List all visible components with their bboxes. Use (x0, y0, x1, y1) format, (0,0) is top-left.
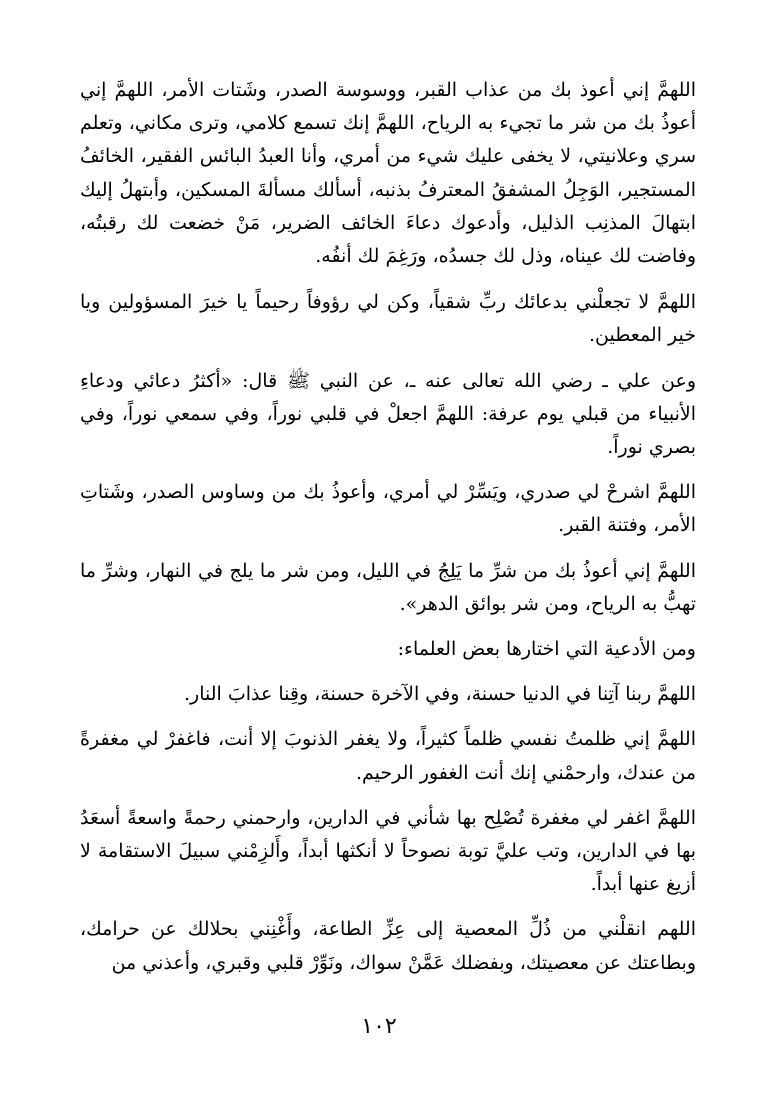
paragraph-prayer-grave: اللهمَّ إني أعوذ بك من عذاب القبر، ووسوسة الصدر، وشَتات الأمر، اللهمَّ إني أعوذُ بك من شر ما تجيء به الرياح، اللهمَّ إنك تسمع كلامي، وترى مكاني، وتعلم سري وعلانيتي، لا يخفى عليك شيء من أمري، وأنا العبدُ البائس الفقير، الخائفُ المستجير، الوَجِلُ المشفقُ المعترفُ بذنبه، أسألك مسألةَ المسكين، وأبتهلُ إليك ابتهالَ المذنِب الذليل، وأدعوك دعاءَ الخائف الضرير، مَنْ خضعت لك رقبتُه، وفاضت لك عيناه، وذل لك جسدُه، ورَغِمَ لك أنفُه. (80, 79, 696, 268)
paragraph-scholars-intro: ومن الأدعية التي اختارها بعض العلماء: (397, 638, 696, 661)
paragraph-prayer-night: اللهمَّ إني أعوذُ بك من شرِّ ما يَلِجُ في الليل، ومن شر ما يلج في النهار، وشرِّ ما تهبُّ به الرياح، ومن شر بوائق الدهر». (80, 559, 696, 615)
paragraph-prayer-obedience: اللهم انقلْني من ذُلِّ المعصية إلى عِزِّ الطاعة، وأَغْنِني بحلالك عن حرامك، وبطاعتك عن معصيتك، وبفضلك عَمَّنْ سواك، ونَوِّرْ قلبي وقبري، وأعذني من (80, 918, 696, 974)
paragraph-hadith-arafah: وعن علي ـ رضي الله تعالى عنه ـ، عن النبي ﷺ قال: «أكثرُ دعائي ودعاءِ الأنبياء من قبلي يوم عرفة: اللهمَّ اجعلْ في قلبي نوراً، وفي سمعي نوراً، وفي بصري نوراً. (80, 369, 696, 459)
paragraph-prayer-chest: اللهمَّ اشرحْ لي صدري، ويَسِّرْ لي أمري، وأعوذُ بك من وساوس الصدر، وشَتاتِ الأمر، وفتنة القبر. (80, 481, 696, 537)
page-number: ١٠٢ (361, 1014, 397, 1039)
paragraph-prayer-two-abodes: اللهمَّ اغفر لي مغفرة تُصْلِح بها شأني في الدارين، وارحمني رحمةً واسعةً أسعَدُ بها في الدارين، وتب عليَّ توبة نصوحاً لا أنكثها أبداً، وأَلزِمْني سبيلَ الاستقامة لا أزيغ عنها أبداً. (80, 806, 696, 896)
paragraph-prayer-world-hereafter: اللهمَّ ربنا آتِنا في الدنيا حسنة، وفي الآخرة حسنة، وقِنا عذابَ النار. (184, 683, 696, 706)
page-body (80, 74, 696, 992)
paragraph-prayer-mercy: اللهمَّ لا تجعلْني بدعائك ربِّ شقياً، وكن لي رؤوفاً رحيماً يا خيرَ المسؤولين ويا خير المعطين. (80, 291, 696, 347)
paragraph-prayer-forgiveness: اللهمَّ إني ظلمتُ نفسي ظلماً كثيراً، ولا يغفر الذنوبَ إلا أنت، فاغفرْ لي مغفرةً من عندك، وارحمْني إنك أنت الغفور الرحيم. (80, 728, 696, 784)
